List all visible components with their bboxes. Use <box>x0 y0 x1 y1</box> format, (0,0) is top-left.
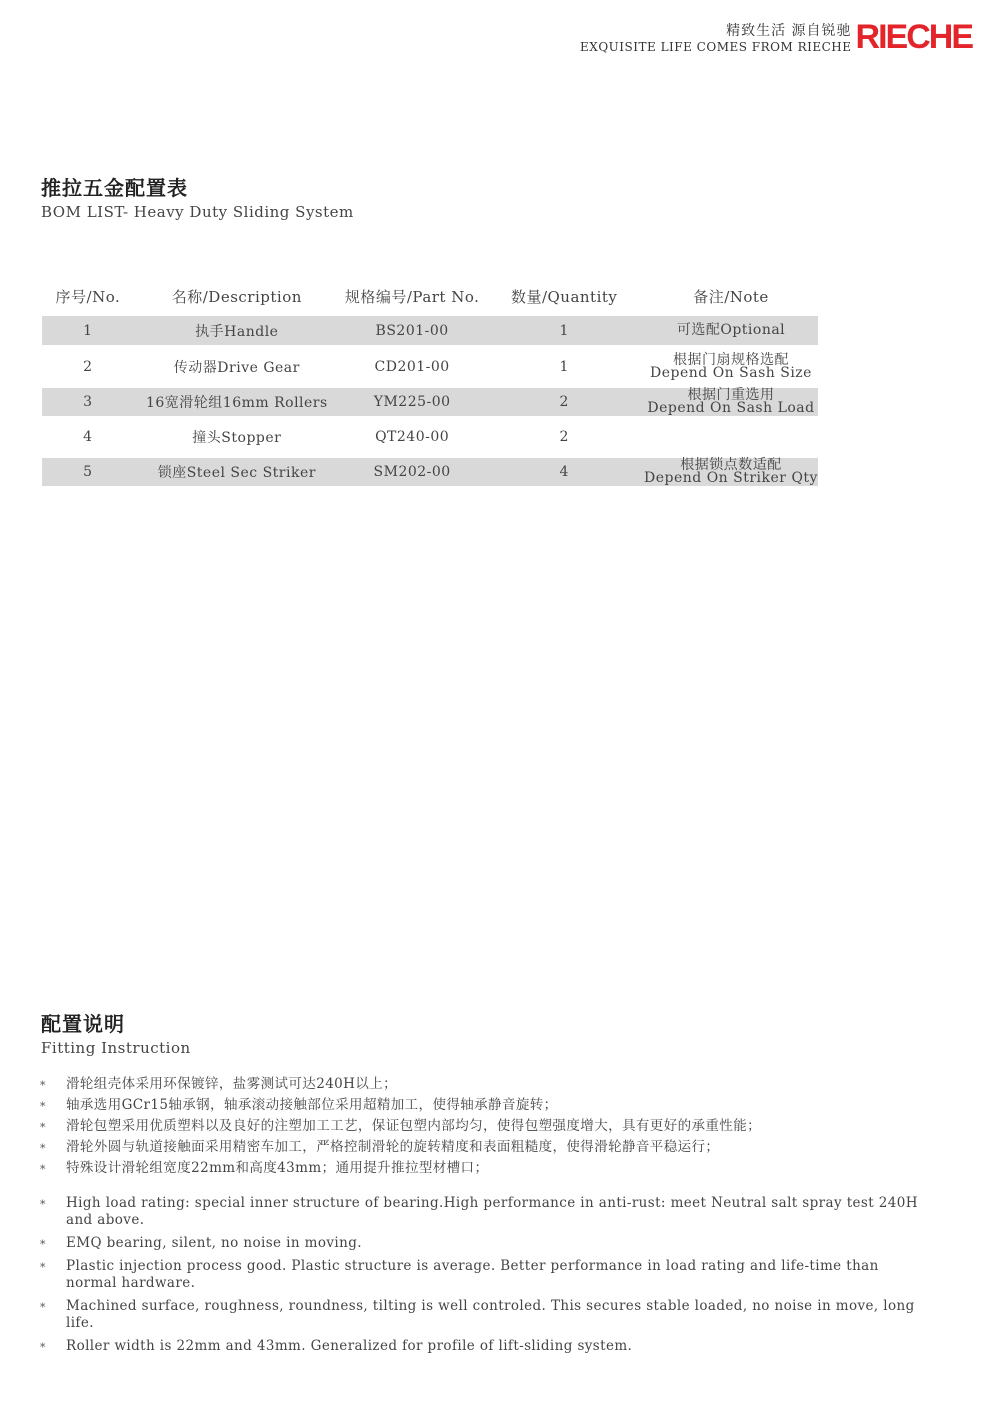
cell-no: 5 <box>42 458 134 486</box>
table-header-row <box>42 282 818 316</box>
instruction-text: Roller width is 22mm and 43mm. Generalized for profile of lift-sliding system. <box>66 1338 633 1354</box>
col-header-no: 序号/No. <box>55 288 121 306</box>
cell-description: 撞头Stopper <box>192 430 282 446</box>
col-header-note: 备注/Note <box>693 288 769 306</box>
cell-note <box>644 316 818 345</box>
list-item <box>40 1258 920 1292</box>
bullet-star-icon: * <box>40 1163 46 1176</box>
list-item <box>40 1118 920 1135</box>
instructions-cn <box>40 1076 920 1177</box>
instruction-text: 滑轮外圆与轨道接触面采用精密车加工，严格控制滑轮的旋转精度和表面粗糙度，使得滑轮静音平稳运行； <box>66 1139 720 1155</box>
instruction-text: High load rating: special inner structure of bearing.High performance in anti-rust: meet Neutral salt spray test 240H and above. <box>66 1195 918 1228</box>
cell-note <box>644 388 818 416</box>
note-line-2: Depend On Sash Size <box>650 364 812 381</box>
note-line-2: Depend On Sash Load <box>647 400 815 416</box>
bom-title <box>41 172 354 221</box>
table-row <box>42 345 818 388</box>
cell-part-no: CD201-00 <box>374 358 450 375</box>
table-row <box>42 316 818 345</box>
cell-quantity: 4 <box>484 458 644 486</box>
slogan-en: EXQUISITE LIFE COMES FROM RIECHE <box>580 39 852 54</box>
bullet-star-icon: * <box>40 1238 46 1251</box>
instruction-list-en <box>40 1195 920 1355</box>
cell-quantity: 1 <box>484 316 644 345</box>
list-item <box>40 1097 920 1114</box>
bullet-star-icon: * <box>40 1341 46 1354</box>
list-item <box>40 1338 920 1355</box>
list-item <box>40 1298 920 1332</box>
cell-part-no: BS201-00 <box>340 316 484 345</box>
instruction-text: 轴承选用GCr15轴承钢，轴承滚动接触部位采用超精加工，使得轴承静音旋转； <box>66 1097 558 1113</box>
instruction-text: EMQ bearing, silent, no noise in moving. <box>66 1235 362 1251</box>
instruction-text: Machined surface, roughness, roundness, tilting is well controled. This secures stable loaded, no noise in move, long life. <box>66 1298 915 1331</box>
cell-quantity: 1 <box>559 358 569 375</box>
cell-note <box>644 416 818 458</box>
cell-description: 传动器Drive Gear <box>173 359 300 376</box>
note-line-1: 可选配Optional <box>676 322 786 338</box>
table-row <box>42 388 818 416</box>
cell-description: 执手Handle <box>134 316 340 345</box>
fitting-title-en: Fitting Instruction <box>41 1039 191 1057</box>
cell-note <box>644 345 818 388</box>
list-item <box>40 1195 920 1229</box>
instruction-text: Plastic injection process good. Plastic structure is average. Better performance in load rating and life-time than normal hardware. <box>66 1258 879 1291</box>
cell-quantity: 2 <box>559 429 569 445</box>
bom-title-en: BOM LIST- Heavy Duty Sliding System <box>41 203 354 221</box>
cell-no: 3 <box>42 388 134 416</box>
table-row <box>42 416 818 458</box>
cell-part-no: QT240-00 <box>375 429 450 445</box>
instruction-text: 滑轮包塑采用优质塑料以及良好的注塑加工工艺，保证包塑内部均匀，使得包塑强度增大，具有更好的承重性能； <box>66 1118 761 1134</box>
instruction-text: 滑轮组壳体采用环保镀锌，盐雾测试可达240H以上； <box>66 1076 398 1092</box>
list-item <box>40 1235 920 1252</box>
col-header-part-no: 规格编号/Part No. <box>344 288 480 306</box>
bullet-star-icon: * <box>40 1261 46 1274</box>
cell-no: 2 <box>83 358 93 375</box>
instruction-text: 特殊设计滑轮组宽度22mm和高度43mm；通用提升推拉型材槽口； <box>66 1160 489 1176</box>
slogan-cn: 精致生活 源自锐驰 <box>726 22 852 39</box>
note-line-1: 根据门重选用 <box>687 387 775 403</box>
brand-slogan <box>580 24 852 53</box>
cell-no: 4 <box>83 429 93 445</box>
rieche-logo: RIECHE <box>855 18 972 56</box>
fitting-title <box>41 1008 191 1057</box>
instruction-list-cn <box>40 1076 920 1177</box>
cell-description: 锁座Steel Sec Striker <box>134 458 340 486</box>
cell-part-no: SM202-00 <box>340 458 484 486</box>
fitting-title-cn: 配置说明 <box>41 1012 125 1036</box>
note-line-2: Depend On Striker Qty <box>644 470 818 486</box>
table-row <box>42 458 818 486</box>
cell-no: 1 <box>42 316 134 345</box>
list-item <box>40 1076 920 1093</box>
bullet-star-icon: * <box>40 1301 46 1314</box>
col-header-quantity: 数量/Quantity <box>510 288 618 306</box>
note-line-1: 根据锁点数适配 <box>680 457 782 473</box>
cell-quantity: 2 <box>484 388 644 416</box>
cell-part-no: YM225-00 <box>340 388 484 416</box>
brand-header <box>580 18 972 56</box>
note-line-1: 根据门扇规格选配 <box>673 351 789 368</box>
list-item <box>40 1139 920 1156</box>
cell-note <box>644 458 818 486</box>
instructions-en <box>40 1195 920 1355</box>
col-header-description: 名称/Description <box>171 288 302 306</box>
bullet-star-icon: * <box>40 1121 46 1134</box>
cell-description: 16宽滑轮组16mm Rollers <box>134 388 340 416</box>
bullet-star-icon: * <box>40 1198 46 1211</box>
bom-title-cn: 推拉五金配置表 <box>41 176 188 200</box>
bullet-star-icon: * <box>40 1079 46 1092</box>
bom-table <box>42 282 818 486</box>
list-item <box>40 1160 920 1177</box>
bullet-star-icon: * <box>40 1142 46 1155</box>
bullet-star-icon: * <box>40 1100 46 1113</box>
